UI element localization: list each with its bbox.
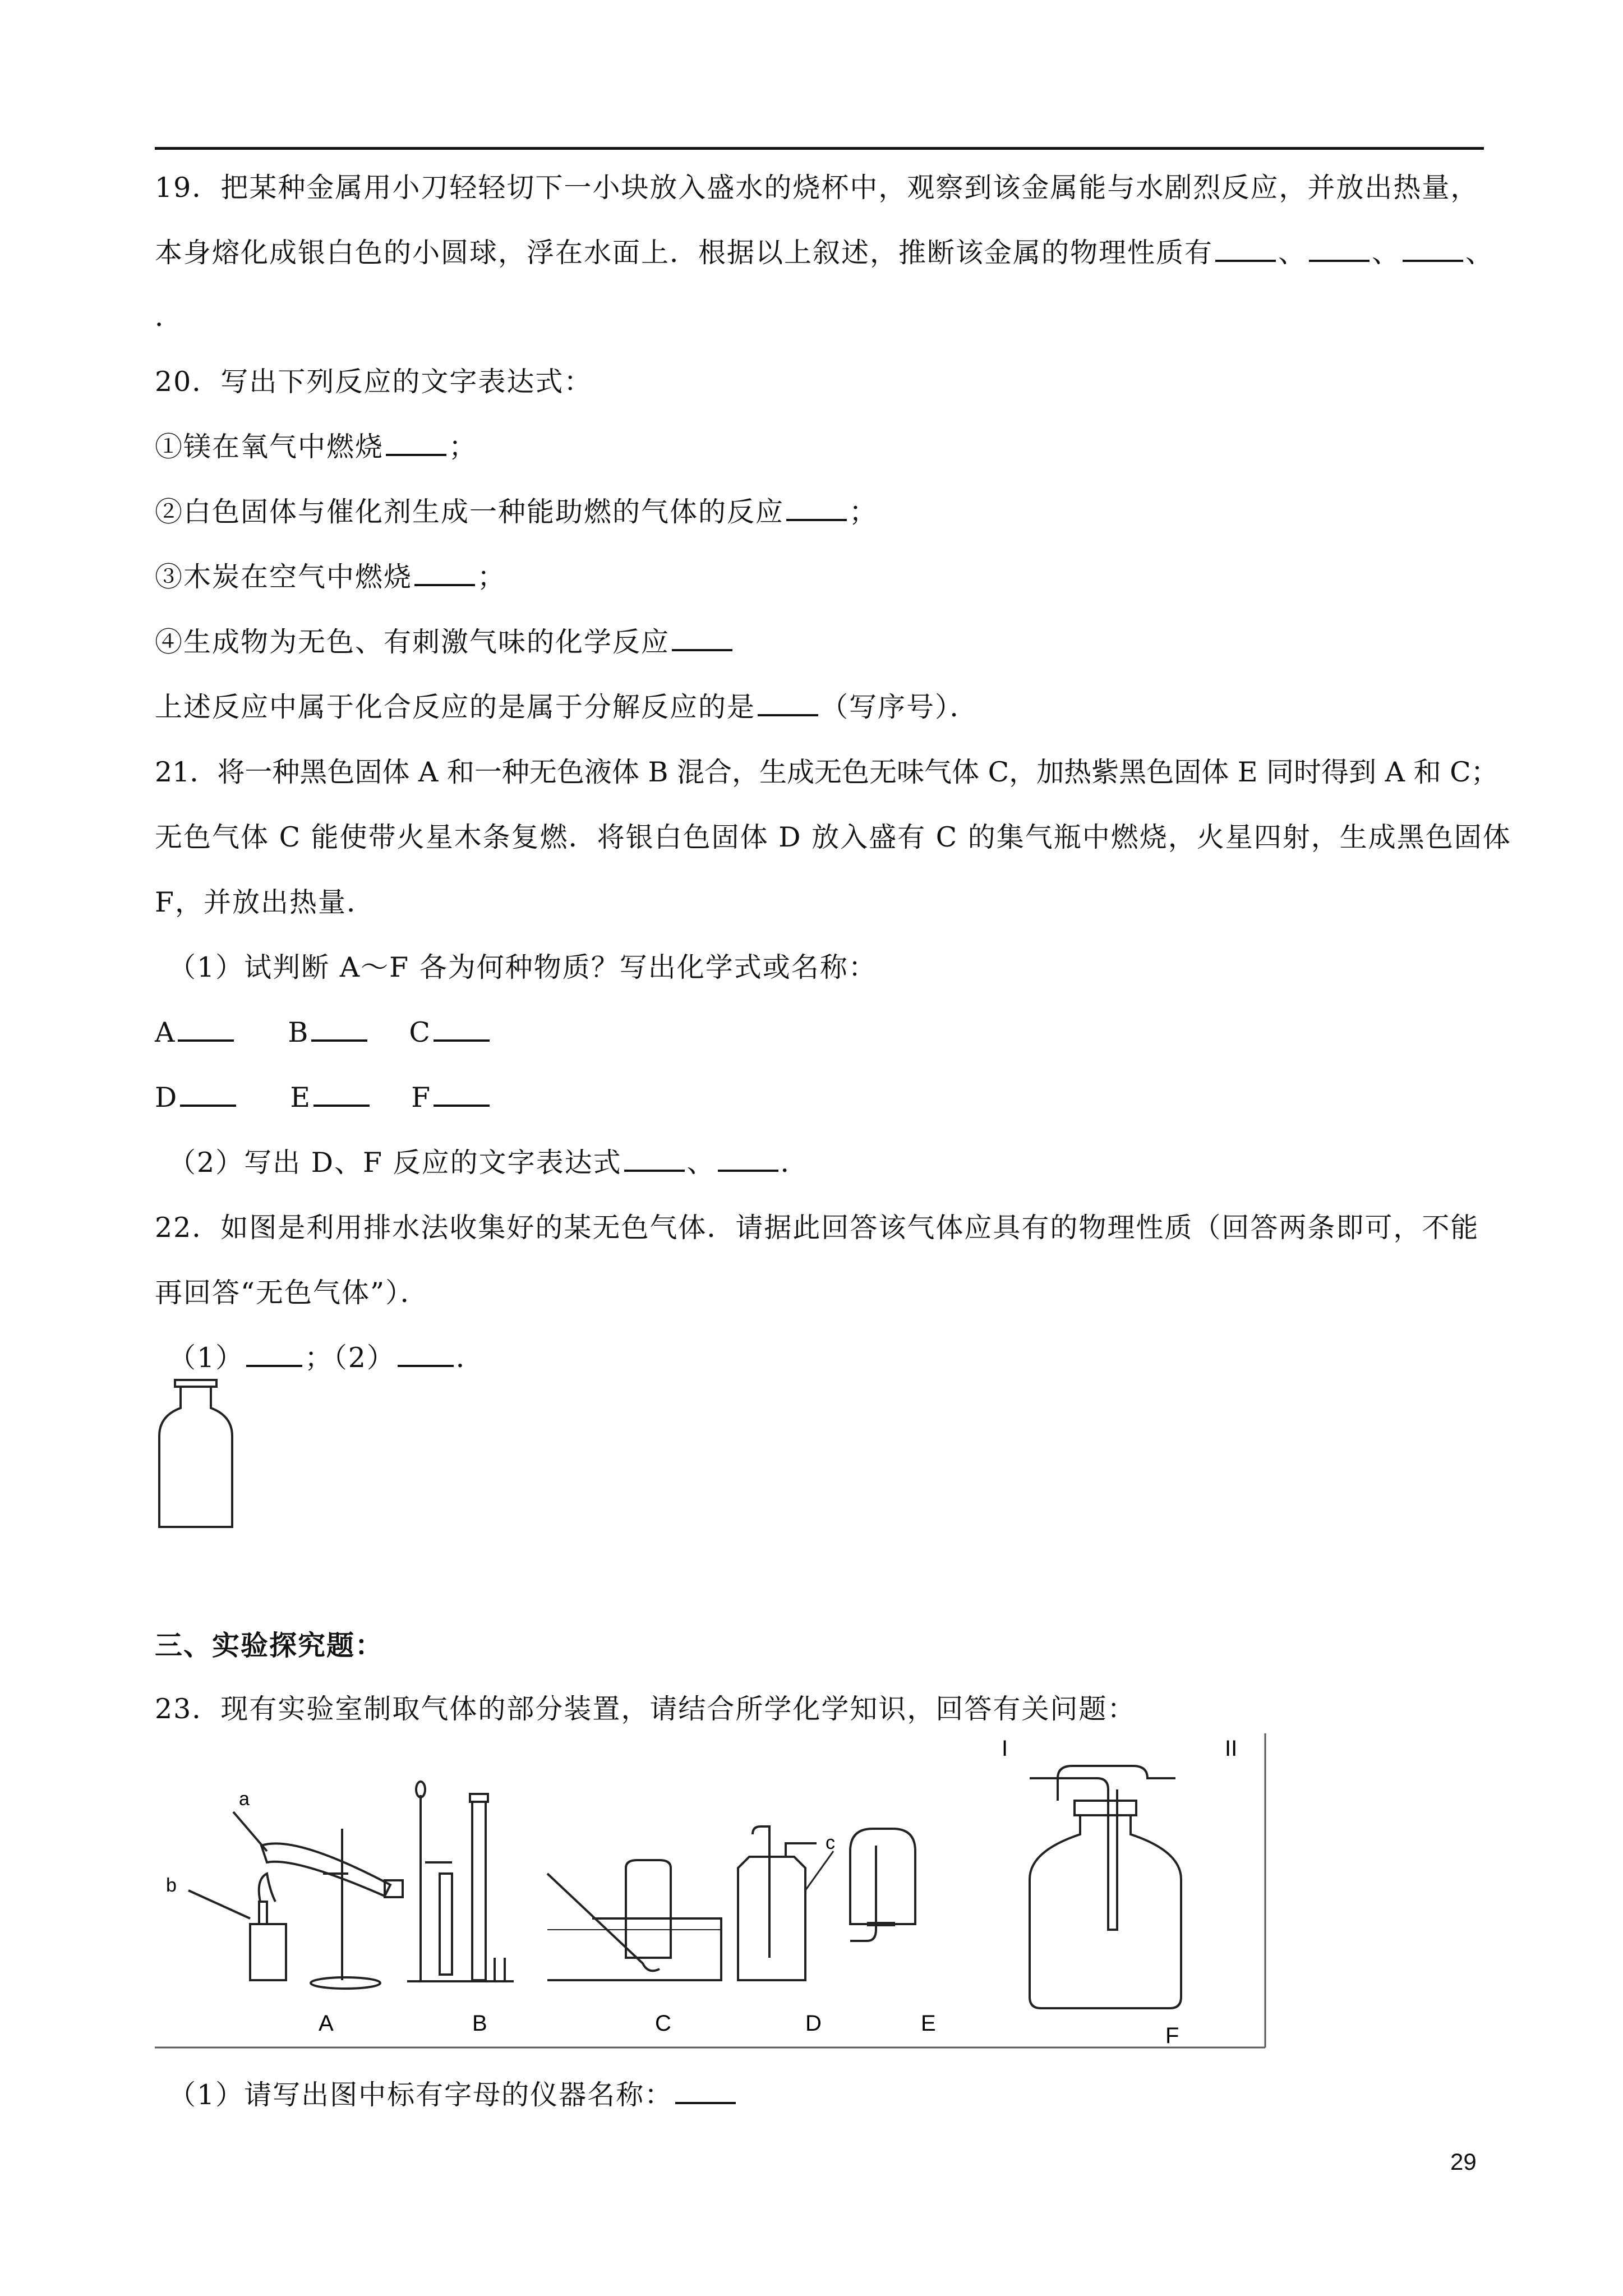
section-heading: 三、实验探究题：: [155, 1629, 384, 1662]
q19-line-2: 本身熔化成银白色的小圆球，浮在水面上．根据以上叙述，推断该金属的物理性质有 、 、 、: [155, 233, 1484, 273]
answer-blank[interactable]: [180, 1080, 236, 1107]
q20-classify: 上述反应中属于化合反应的是属于分解反应的是 （写序号）．: [155, 688, 1484, 727]
apparatus-f: [1030, 1766, 1181, 2008]
q20-item-1: ①镁在氧气中燃烧 ；: [155, 427, 1484, 467]
apparatus-a: [188, 1812, 403, 1989]
answer-blank[interactable]: [311, 1015, 367, 1042]
part-label-b: b: [166, 1875, 177, 1896]
answer-blank[interactable]: [178, 1015, 234, 1042]
q20-item-3: ③木炭在空气中燃烧 ；: [155, 558, 1484, 597]
answer-blank[interactable]: [313, 1080, 370, 1107]
answer-blank[interactable]: [1309, 235, 1370, 262]
q23-line-1: 23．现有实验室制取气体的部分装置，请结合所学化学知识，回答有关问题：: [155, 1693, 1136, 1725]
gas-collecting-bottle-figure: [153, 1374, 237, 1531]
answer-blank[interactable]: [786, 494, 847, 521]
apparatus-b: [407, 1782, 514, 1981]
answer-blank[interactable]: [386, 429, 446, 456]
answer-blank[interactable]: [672, 624, 732, 651]
label-I: I: [1002, 1736, 1008, 1761]
apparatus-label-c: C: [655, 2011, 671, 2036]
q21-sub-1: （1）试判断 A～F 各为何种物质？写出化学式或名称：: [168, 951, 877, 983]
answer-blank[interactable]: [675, 2077, 736, 2104]
q21-sub-2: （2）写出 D、F 反应的文字表达式 、 ．: [168, 1143, 1497, 1182]
q22-line-2: 再回答“无色气体”）．: [155, 1277, 429, 1309]
q21-row-abc: A B C: [155, 1013, 1484, 1052]
q22-line-1: 22．如图是利用排水法收集好的某无色气体．请据此回答该气体应具有的物理性质（回答两条即可，不能: [155, 1212, 1479, 1244]
q20-item-2: ②白色固体与催化剂生成一种能助燃的气体的反应 ；: [155, 493, 1484, 532]
apparatus-label-d: D: [805, 2011, 822, 2036]
lab-apparatus-figure: [155, 1733, 1299, 2059]
q21-line-3: F，并放出热量．: [155, 886, 375, 918]
answer-blank[interactable]: [718, 1145, 778, 1172]
answer-blank[interactable]: [758, 689, 818, 716]
apparatus-label-b: B: [472, 2011, 487, 2036]
q22-answers: （1） ；（2） ．: [168, 1338, 1497, 1378]
answer-blank[interactable]: [398, 1340, 454, 1367]
q20-title: 20．写出下列反应的文字表达式：: [155, 366, 593, 398]
answer-blank[interactable]: [414, 559, 475, 586]
apparatus-label-a: A: [319, 2011, 334, 2036]
part-label-c: c: [826, 1832, 835, 1853]
q21-line-1: 21．将一种黑色固体 A 和一种无色液体 B 混合，生成无色无味气体 C，加热紫黑色固体 E 同时得到 A 和 C；: [155, 756, 1498, 788]
q21-line-2: 无色气体 C 能使带火星木条复燃．将银白色固体 D 放入盛有 C 的集气瓶中燃烧，火星四射，生成黑色固体: [155, 821, 1511, 853]
answer-blank[interactable]: [246, 1340, 302, 1367]
part-label-a: a: [239, 1788, 250, 1810]
q21-row-def: D E F: [155, 1078, 1484, 1117]
label-II: II: [1225, 1736, 1238, 1761]
answer-blank[interactable]: [434, 1080, 490, 1107]
q23-sub-1: （1）请写出图中标有字母的仪器名称：: [168, 2076, 1497, 2115]
apparatus-d: [738, 1826, 833, 1980]
answer-blank[interactable]: [1403, 235, 1463, 262]
apparatus-e: [850, 1829, 915, 1941]
answer-blank[interactable]: [434, 1015, 490, 1042]
q20-item-4: ④生成物为无色、有刺激气味的化学反应: [155, 623, 1484, 662]
apparatus-c: [547, 1860, 721, 1980]
answer-blank[interactable]: [1215, 235, 1276, 262]
header-rule: [155, 147, 1484, 150]
apparatus-label-e: E: [921, 2011, 936, 2036]
q19-line-3: ．: [155, 301, 184, 333]
answer-blank[interactable]: [624, 1145, 685, 1172]
q19-line-1: 19．把某种金属用小刀轻轻切下一小块放入盛水的烧杯中，观察到该金属能与水剧烈反应，并放出热量，: [155, 172, 1479, 204]
apparatus-label-f: F: [1165, 2023, 1179, 2048]
page-number: 29: [1450, 2148, 1477, 2175]
